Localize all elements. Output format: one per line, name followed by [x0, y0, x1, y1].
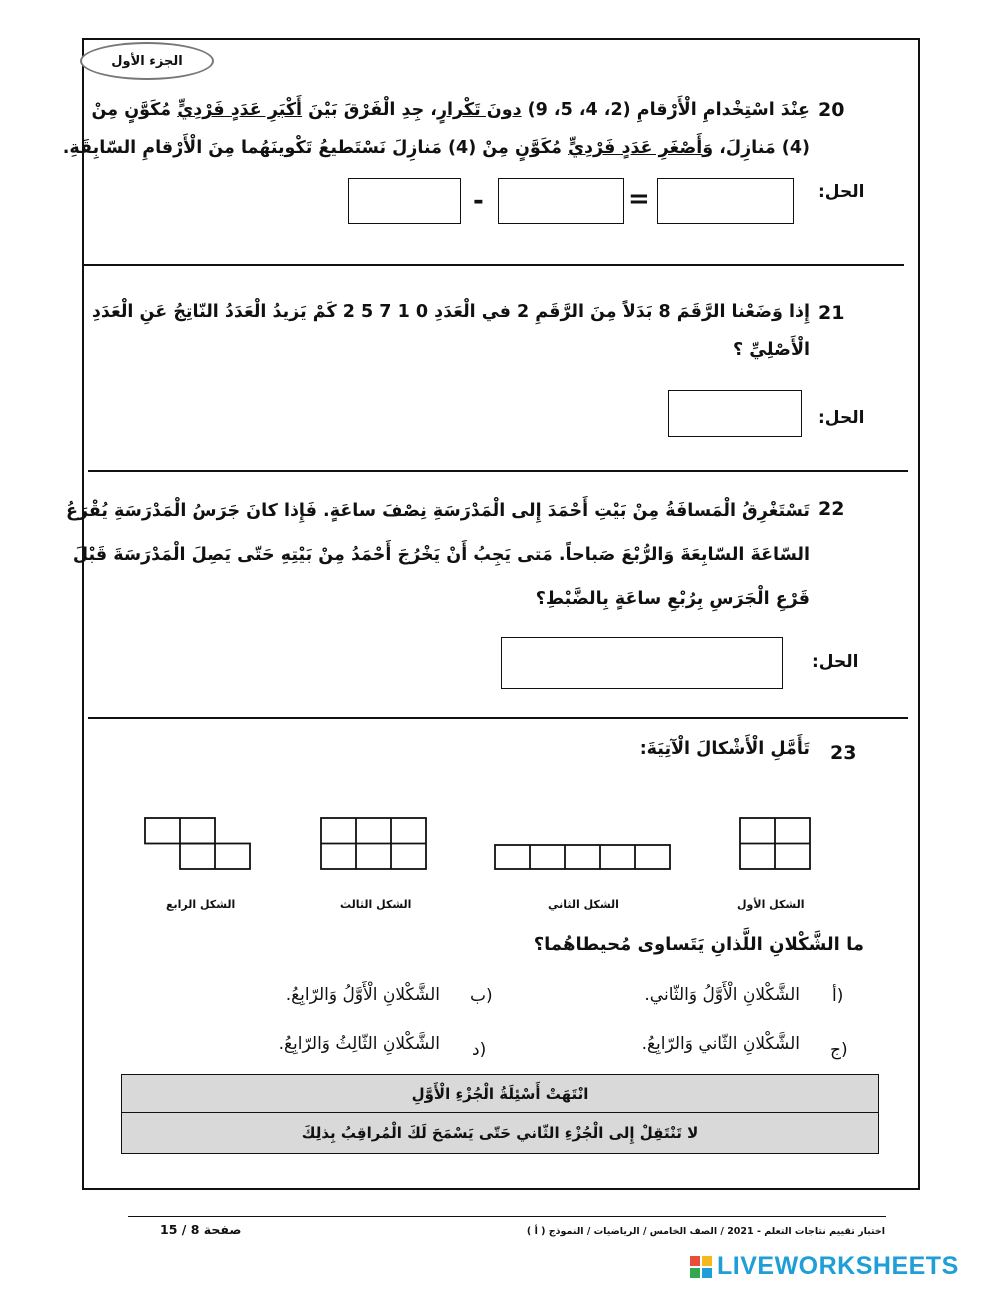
option-a[interactable]: الشَّكْلانِ الْأَوَّلُ وَالثّاني.: [644, 985, 800, 1005]
end-instruction: لا تَنْتَقِلْ إِلى الْجُزْءِ الثّاني حَتّى يَسْمَحَ لَكَ الْمُراقِبُ بِذلِكَ: [121, 1112, 879, 1154]
liveworksheets-logo-icon: [690, 1256, 712, 1278]
page-number: صفحة 8 / 15: [160, 1222, 242, 1237]
text-span: عِنْدَ اسْتِخْدامِ الْأَرْقامِ (2، 4، 5، 9): [521, 100, 810, 120]
option-letter-a: أ): [832, 986, 844, 1006]
text-line: تَسْتَغْرِقُ الْمَسافَةُ مِنْ بَيْتِ أَحْمَدَ إِلى الْمَدْرَسَةِ نِصْفَ ساعَةٍ. فَإِذا كانَ جَرَسُ الْمَدْرَسَةِ يُقْرَعُ: [65, 501, 810, 521]
shape-fourth: [145, 818, 250, 869]
equals-sign: =: [628, 184, 650, 214]
text-span: (4) مَنازِلَ، وَ: [702, 138, 810, 158]
option-b[interactable]: الشَّكْلانِ الْأَوَّلُ وَالرّابِعُ.: [285, 985, 440, 1005]
shape-label-fourth: الشكل الرابع: [166, 898, 236, 911]
text-line: إِذا وَضَعْنا الرَّقَمَ 8 بَدَلاً مِنَ الرَّقَمِ 2 في الْعَدَدِ 0 1 7 5 2 كَمْ يَزيدُ الْعَدَدُ النّاتِجُ عَنِ الْعَدَدِ: [91, 302, 810, 322]
option-letter-d: د): [472, 1040, 487, 1060]
question-number: 20: [818, 99, 845, 121]
exam-info: اختبار تقييم نتاجات التعلم - 2021 / الصف الخامس / الرياضيات / النموذج ( أ ): [526, 1226, 885, 1237]
solution-label: الحل:: [818, 182, 865, 202]
minus-sign: -: [473, 186, 484, 216]
text-line: السّاعَةَ السّابِعَةَ وَالرُّبْعَ صَباحاً. مَتى يَجِبُ أَنْ يَخْرُجَ أَحْمَدُ مِنْ بَيْتِهِ حَتّى يَصِلَ الْمَدْرَسَةَ قَبْلَ: [72, 545, 810, 565]
text-span: ، جِدِ الْفَرْقَ بَيْنَ: [302, 100, 437, 120]
question-number: 22: [818, 498, 845, 520]
option-c[interactable]: الشَّكْلانِ الثّاني وَالرّابِعُ.: [641, 1034, 800, 1054]
shape-second: [495, 845, 670, 869]
question-number: 23: [830, 742, 857, 764]
shape-label-second: الشكل الثاني: [548, 898, 619, 911]
text-line: الْأَصْلِيِّ ؟: [732, 340, 810, 360]
watermark: [690, 1252, 959, 1281]
text-span: مُكَوَّنٍ مِنْ (4) مَنازِلَ نَسْتَطيعُ تَكْوينَهُما مِنَ الْأَرْقامِ السّابِقَةِ.: [62, 138, 568, 158]
part-badge: الجزء الأول: [80, 42, 214, 80]
watermark-text: LIVEWORKSHEETS: [717, 1252, 959, 1280]
shape-third: [321, 818, 426, 869]
option-d[interactable]: الشَّكْلانِ الثّالِثُ وَالرّابِعُ.: [278, 1034, 440, 1054]
solution-label: الحل:: [818, 408, 865, 428]
text-span: دونَ تَكْرارٍ: [436, 100, 522, 120]
shape-label-third: الشكل الثالث: [340, 898, 412, 911]
solution-label: الحل:: [812, 652, 859, 672]
shape-label-first: الشكل الأول: [737, 898, 805, 911]
text-span: أَكْبَرِ عَدَدٍ فَرْدِيٍّ: [177, 100, 303, 120]
text-span: أَصْغَرِ عَدَدٍ فَرْدِيٍّ: [568, 138, 703, 158]
question-prompt: تَأَمَّلِ الْأَشْكالَ الْآتِيَةَ:: [639, 739, 810, 759]
end-notice: انْتَهَتْ أَسْئِلَةُ الْجُزْءِ الْأَوَّلِ: [121, 1074, 879, 1114]
choice-question: ما الشَّكْلانِ اللَّذانِ يَتَساوى مُحيطاهُما؟: [533, 934, 864, 955]
text-line: قَرْعِ الْجَرَسِ بِرُبْعِ ساعَةٍ بِالضَّبْطِ؟: [535, 589, 810, 609]
option-letter-c: ج): [830, 1040, 848, 1060]
footer-divider: [128, 1216, 886, 1217]
text-span: مُكَوَّنٍ مِنْ: [91, 100, 178, 120]
option-letter-b: ب): [470, 986, 493, 1006]
shape-first: [740, 818, 810, 869]
question-number: 21: [818, 302, 845, 324]
